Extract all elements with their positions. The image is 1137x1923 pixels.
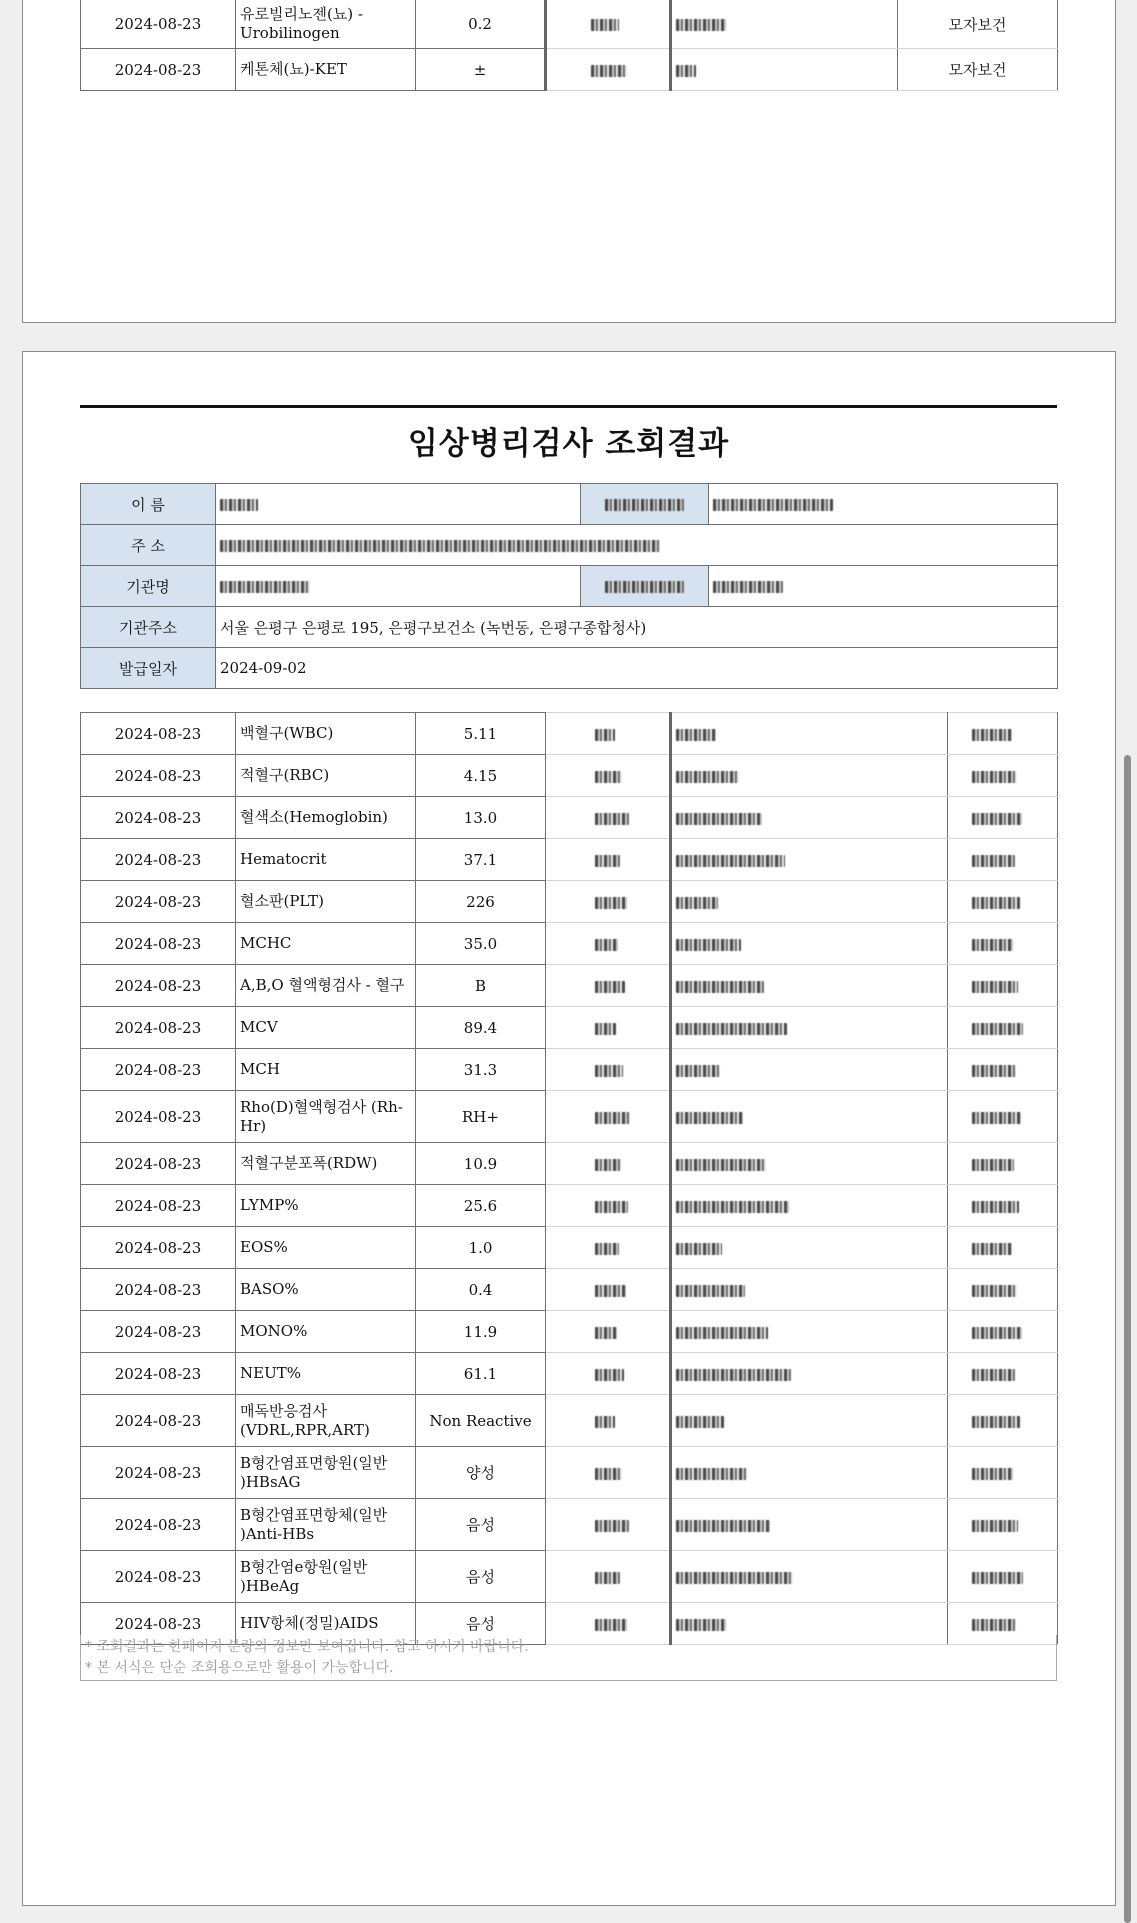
result-item: LYMP% bbox=[236, 1185, 416, 1227]
redacted-cell bbox=[948, 1227, 1058, 1269]
result-value: 10.9 bbox=[416, 1143, 546, 1185]
org-address-value: 서울 은평구 은평로 195, 은평구보건소 (녹번동, 은평구종합청사) bbox=[216, 607, 1058, 648]
result-item: 케톤체(뇨)-KET bbox=[236, 49, 416, 91]
result-value: 226 bbox=[416, 881, 546, 923]
redacted-cell bbox=[546, 713, 671, 755]
name-value-redacted bbox=[216, 484, 581, 525]
table-row bbox=[81, 1395, 1058, 1447]
redacted-cell bbox=[546, 49, 671, 91]
result-date: 2024-08-23 bbox=[81, 839, 236, 881]
redacted-cell bbox=[948, 1007, 1058, 1049]
scrollbar[interactable] bbox=[1124, 755, 1131, 1923]
table-row bbox=[81, 1049, 1058, 1091]
result-value: 35.0 bbox=[416, 923, 546, 965]
redacted-cell bbox=[546, 0, 671, 49]
result-item: 유로빌리노젠(뇨) - Urobilinogen bbox=[236, 0, 416, 49]
redacted-cell bbox=[671, 713, 948, 755]
result-value: 11.9 bbox=[416, 1311, 546, 1353]
result-item: BASO% bbox=[236, 1269, 416, 1311]
redacted-cell bbox=[546, 1185, 671, 1227]
result-date: 2024-08-23 bbox=[81, 797, 236, 839]
result-value: 음성 bbox=[416, 1603, 546, 1645]
result-item: B형간염e항원(일반 )HBeAg bbox=[236, 1551, 416, 1603]
result-date: 2024-08-23 bbox=[81, 1353, 236, 1395]
redacted-cell bbox=[546, 1551, 671, 1603]
redacted-cell bbox=[948, 1049, 1058, 1091]
result-date: 2024-08-23 bbox=[81, 0, 236, 49]
patient-info-table bbox=[80, 483, 1058, 689]
table-row bbox=[81, 923, 1058, 965]
redacted-cell bbox=[948, 1447, 1058, 1499]
redacted-cell bbox=[671, 0, 898, 49]
result-value: 양성 bbox=[416, 1447, 546, 1499]
result-date: 2024-08-23 bbox=[81, 1551, 236, 1603]
redacted-cell bbox=[671, 1551, 948, 1603]
result-item: 혈색소(Hemoglobin) bbox=[236, 797, 416, 839]
result-item: B형간염표면항원(일반 )HBsAG bbox=[236, 1447, 416, 1499]
redacted-cell bbox=[948, 1395, 1058, 1447]
table-row bbox=[81, 1007, 1058, 1049]
redacted-cell bbox=[671, 1049, 948, 1091]
redacted-cell bbox=[948, 1311, 1058, 1353]
result-item: MCV bbox=[236, 1007, 416, 1049]
result-date: 2024-08-23 bbox=[81, 1499, 236, 1551]
redacted-cell bbox=[948, 1353, 1058, 1395]
redacted-cell bbox=[546, 1353, 671, 1395]
redacted-cell bbox=[948, 755, 1058, 797]
table-row bbox=[81, 1227, 1058, 1269]
result-value: 음성 bbox=[416, 1551, 546, 1603]
notes bbox=[80, 1635, 1057, 1681]
result-item: NEUT% bbox=[236, 1353, 416, 1395]
redacted-cell bbox=[671, 1353, 948, 1395]
redacted-cell bbox=[671, 965, 948, 1007]
redacted-cell bbox=[671, 797, 948, 839]
result-value: 37.1 bbox=[416, 839, 546, 881]
result-date: 2024-08-23 bbox=[81, 1269, 236, 1311]
result-date: 2024-08-23 bbox=[81, 49, 236, 91]
result-item: 매독반응검사 (VDRL,RPR,ART) bbox=[236, 1395, 416, 1447]
table-row bbox=[81, 1269, 1058, 1311]
org-address-label: 기관주소 bbox=[81, 607, 216, 648]
redacted-cell bbox=[948, 1185, 1058, 1227]
redacted-cell bbox=[671, 1395, 948, 1447]
result-date: 2024-08-23 bbox=[81, 1091, 236, 1143]
redacted-cell bbox=[671, 1143, 948, 1185]
result-date: 2024-08-23 bbox=[81, 713, 236, 755]
redacted-cell bbox=[546, 797, 671, 839]
redacted-cell bbox=[671, 49, 898, 91]
result-org: 모자보건 bbox=[898, 49, 1058, 91]
page-title: 임상병리검사 조회결과 bbox=[407, 426, 730, 462]
redacted-cell bbox=[671, 923, 948, 965]
redacted-cell bbox=[948, 713, 1058, 755]
result-value: 5.11 bbox=[416, 713, 546, 755]
address-label: 주 소 bbox=[81, 525, 216, 566]
result-value: 0.4 bbox=[416, 1269, 546, 1311]
result-value: 0.2 bbox=[416, 0, 546, 49]
result-date: 2024-08-23 bbox=[81, 1311, 236, 1353]
redacted-cell bbox=[546, 923, 671, 965]
redacted-cell bbox=[948, 1091, 1058, 1143]
result-item: 혈소판(PLT) bbox=[236, 881, 416, 923]
org-label: 기관명 bbox=[81, 566, 216, 607]
report-page bbox=[22, 351, 1116, 1906]
redacted-cell bbox=[948, 797, 1058, 839]
redacted-cell bbox=[546, 755, 671, 797]
redacted-cell bbox=[546, 1227, 671, 1269]
title-rule bbox=[80, 405, 1057, 408]
table-row bbox=[81, 1091, 1058, 1143]
redacted-cell bbox=[671, 755, 948, 797]
result-item: MCH bbox=[236, 1049, 416, 1091]
note-line: * 조회결과는 한페이지 분량의 정보만 보여집니다. 참고 하시기 바랍니다. bbox=[85, 1639, 529, 1655]
redacted-cell bbox=[948, 923, 1058, 965]
redacted-cell bbox=[546, 839, 671, 881]
result-value: 13.0 bbox=[416, 797, 546, 839]
issue-date-label: 발급일자 bbox=[81, 648, 216, 689]
table-row bbox=[81, 881, 1058, 923]
redacted-cell bbox=[546, 1143, 671, 1185]
redacted-cell bbox=[546, 965, 671, 1007]
result-item: Rho(D)혈액형검사 (Rh-Hr) bbox=[236, 1091, 416, 1143]
redacted-cell bbox=[546, 1269, 671, 1311]
redacted-cell bbox=[546, 1049, 671, 1091]
result-value: Non Reactive bbox=[416, 1395, 546, 1447]
redacted-value bbox=[709, 566, 1058, 607]
table-row bbox=[81, 755, 1058, 797]
result-value: ± bbox=[416, 49, 546, 91]
redacted-cell bbox=[671, 1007, 948, 1049]
result-item: 적혈구(RBC) bbox=[236, 755, 416, 797]
redacted-cell bbox=[546, 1311, 671, 1353]
table-row bbox=[81, 1499, 1058, 1551]
table-row bbox=[81, 797, 1058, 839]
result-date: 2024-08-23 bbox=[81, 1007, 236, 1049]
redacted-cell bbox=[671, 1499, 948, 1551]
results-table bbox=[80, 712, 1058, 1645]
note-line: * 본 서식은 단순 조회용으로만 활용이 가능합니다. bbox=[85, 1660, 394, 1676]
result-date: 2024-08-23 bbox=[81, 1227, 236, 1269]
result-item: 백혈구(WBC) bbox=[236, 713, 416, 755]
result-org: 모자보건 bbox=[898, 0, 1058, 49]
result-date: 2024-08-23 bbox=[81, 923, 236, 965]
redacted-cell bbox=[948, 965, 1058, 1007]
result-date: 2024-08-23 bbox=[81, 1447, 236, 1499]
result-date: 2024-08-23 bbox=[81, 755, 236, 797]
result-value: 25.6 bbox=[416, 1185, 546, 1227]
address-value-redacted bbox=[216, 525, 1058, 566]
table-row bbox=[81, 1311, 1058, 1353]
result-value: 1.0 bbox=[416, 1227, 546, 1269]
redacted-cell bbox=[671, 839, 948, 881]
redacted-cell bbox=[948, 1551, 1058, 1603]
redacted-cell bbox=[546, 1007, 671, 1049]
redacted-cell bbox=[671, 1185, 948, 1227]
result-date: 2024-08-23 bbox=[81, 1603, 236, 1645]
table-row bbox=[81, 1143, 1058, 1185]
result-date: 2024-08-23 bbox=[81, 965, 236, 1007]
name-label: 이 름 bbox=[81, 484, 216, 525]
result-value: 31.3 bbox=[416, 1049, 546, 1091]
table-row bbox=[81, 49, 1058, 91]
table-row bbox=[81, 0, 1058, 49]
redacted-cell bbox=[671, 1447, 948, 1499]
table-row bbox=[81, 1353, 1058, 1395]
result-value: RH+ bbox=[416, 1091, 546, 1143]
redacted-cell bbox=[546, 1091, 671, 1143]
previous-results-table bbox=[80, 0, 1058, 91]
table-row bbox=[81, 839, 1058, 881]
redacted-label bbox=[581, 484, 709, 525]
table-row bbox=[81, 1447, 1058, 1499]
redacted-cell bbox=[671, 1091, 948, 1143]
result-item: 적혈구분포폭(RDW) bbox=[236, 1143, 416, 1185]
redacted-value bbox=[709, 484, 1058, 525]
result-date: 2024-08-23 bbox=[81, 1185, 236, 1227]
redacted-cell bbox=[948, 1143, 1058, 1185]
result-item: B형간염표면항체(일반 )Anti-HBs bbox=[236, 1499, 416, 1551]
result-value: 61.1 bbox=[416, 1353, 546, 1395]
result-date: 2024-08-23 bbox=[81, 1395, 236, 1447]
result-date: 2024-08-23 bbox=[81, 1049, 236, 1091]
result-item: MCHC bbox=[236, 923, 416, 965]
result-item: A,B,O 혈액형검사 - 혈구 bbox=[236, 965, 416, 1007]
result-date: 2024-08-23 bbox=[81, 1143, 236, 1185]
result-date: 2024-08-23 bbox=[81, 881, 236, 923]
redacted-cell bbox=[546, 881, 671, 923]
result-value: B bbox=[416, 965, 546, 1007]
table-row bbox=[81, 1185, 1058, 1227]
redacted-cell bbox=[546, 1395, 671, 1447]
redacted-cell bbox=[948, 839, 1058, 881]
result-value: 4.15 bbox=[416, 755, 546, 797]
redacted-cell bbox=[671, 1227, 948, 1269]
result-item: EOS% bbox=[236, 1227, 416, 1269]
redacted-cell bbox=[948, 881, 1058, 923]
result-item: HIV항체(정밀)AIDS bbox=[236, 1603, 416, 1645]
redacted-cell bbox=[948, 1499, 1058, 1551]
redacted-cell bbox=[546, 1499, 671, 1551]
result-item: Hematocrit bbox=[236, 839, 416, 881]
redacted-label bbox=[581, 566, 709, 607]
redacted-cell bbox=[546, 1447, 671, 1499]
redacted-cell bbox=[671, 1269, 948, 1311]
table-row bbox=[81, 1551, 1058, 1603]
table-row bbox=[81, 965, 1058, 1007]
result-value: 89.4 bbox=[416, 1007, 546, 1049]
table-row bbox=[81, 713, 1058, 755]
redacted-cell bbox=[948, 1269, 1058, 1311]
previous-page bbox=[22, 0, 1116, 323]
issue-date-value: 2024-09-02 bbox=[216, 648, 1058, 689]
org-value-redacted bbox=[216, 566, 581, 607]
redacted-cell bbox=[671, 881, 948, 923]
redacted-cell bbox=[671, 1311, 948, 1353]
result-item: MONO% bbox=[236, 1311, 416, 1353]
result-value: 음성 bbox=[416, 1499, 546, 1551]
